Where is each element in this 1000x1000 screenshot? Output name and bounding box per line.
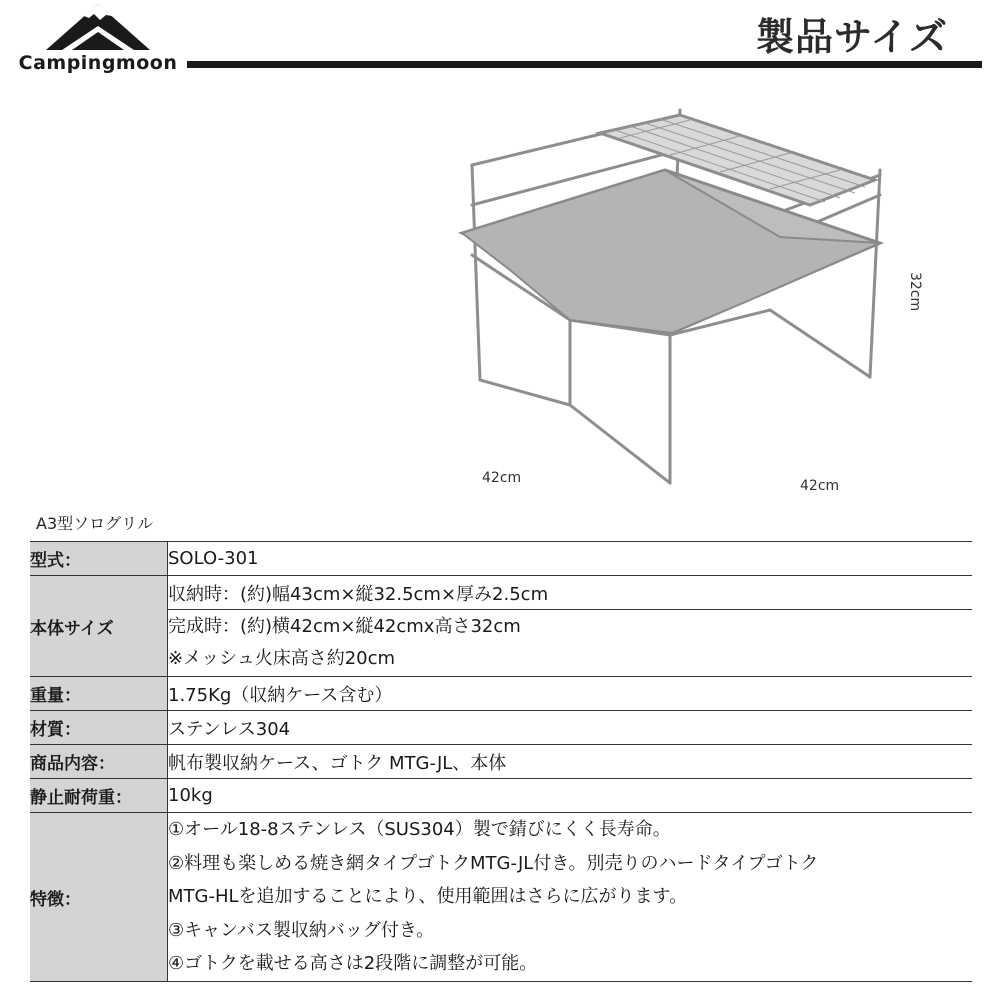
spec-table [30,541,972,982]
depth-dimension: 42cm [482,470,522,486]
feature-item: ④ゴトクを載せる高さは2段階に調整が可能。 [168,953,538,975]
spec-value [168,813,973,982]
height-dimension: 32cm [907,272,923,312]
spec-row-size-assembled [30,610,972,677]
feature-item: MTG-HLを追加することにより、使用範囲はさらに広がります。 [168,886,688,908]
spec-label: 商品内容： [30,745,168,779]
spec-value: ステンレス304 [168,711,973,745]
feature-item: ③キャンバス製収納バッグ付き。 [168,919,435,941]
spec-row-weight [30,677,972,711]
feature-item: ①オール18-8ステンレス（SUS304）製で錆びにくく長寿命。 [168,819,671,841]
width-dimension: 42cm [800,478,840,494]
spec-row-model [30,542,972,576]
spec-label: 特徴： [30,813,168,982]
mountain-logo-icon [42,2,154,52]
spec-label: 材質： [30,711,168,745]
spec-value: 1.75Kg（収納ケース含む） [168,677,973,711]
spec-row-material [30,711,972,745]
spec-label: 型式： [30,542,168,576]
solo-grill-illustration [450,95,970,535]
title-divider [187,61,982,68]
spec-row-size-stored [30,576,972,610]
brand-name: Campingmoon [18,52,178,74]
size-note: ※メッシュ火床高さ約20cm [168,648,396,669]
spec-row-contents [30,745,972,779]
spec-value: SOLO-301 [168,542,973,576]
spec-value [168,610,973,677]
spec-label: 本体サイズ [30,576,168,677]
product-caption: A3型ソログリル [36,514,154,533]
spec-value: 帆布製収納ケース、ゴトク MTG-JL、本体 [168,745,973,779]
brand-logo [18,2,178,74]
spec-value: 10kg [168,779,973,813]
spec-value: 収納時：(約)幅43cm×縦32.5cm×厚み2.5cm [168,576,973,610]
page-title: 製品サイズ [756,15,948,59]
spec-label: 静止耐荷重： [30,779,168,813]
spec-row-features [30,813,972,982]
spec-row-load [30,779,972,813]
spec-label: 重量： [30,677,168,711]
size-assembled: 完成時：(約)横42cm×縦42cmx高さ32cm [168,616,521,637]
feature-item: ②料理も楽しめる焼き網タイプゴトクMTG-JL付き。別売りのハードタイプゴトク [168,852,819,874]
